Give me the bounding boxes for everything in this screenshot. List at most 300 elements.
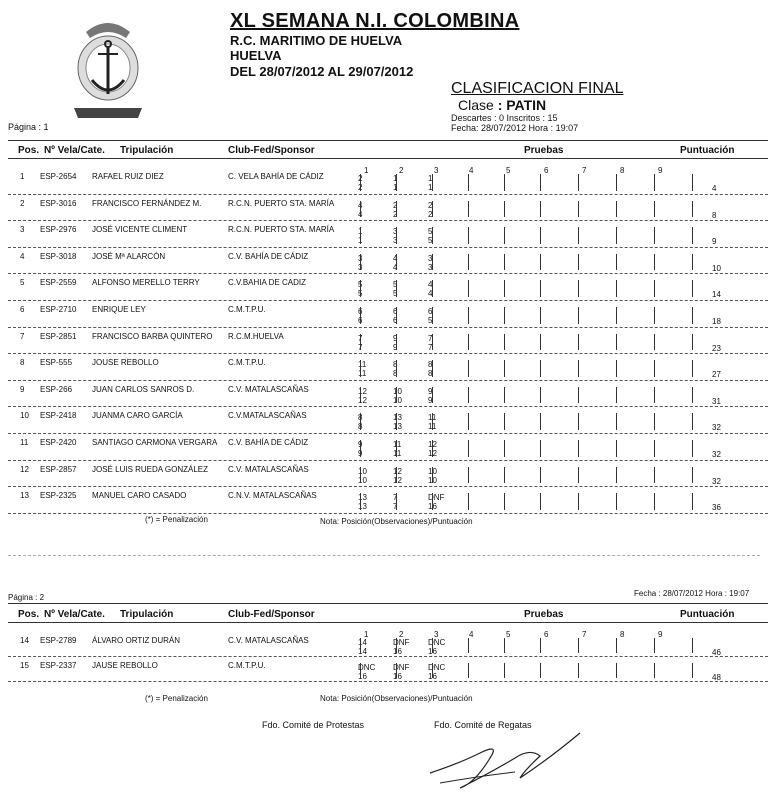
race-separator	[578, 280, 579, 297]
race-separator	[654, 307, 655, 324]
row-crew: JOUSE REBOLLO	[92, 358, 159, 368]
race-separator	[468, 280, 469, 297]
row-total: 14	[712, 290, 721, 300]
race-separator	[468, 493, 469, 510]
race-separator	[540, 413, 541, 430]
row-divider	[8, 220, 768, 221]
race-points: 2	[428, 209, 433, 219]
race-separator	[468, 254, 469, 271]
row-divider	[8, 194, 768, 195]
race-separator	[654, 493, 655, 510]
race-separator	[432, 663, 433, 678]
row-total: 46	[712, 648, 721, 657]
row-sail: ESP-2325	[40, 491, 77, 501]
race-separator	[396, 493, 397, 510]
race-separator	[692, 493, 693, 510]
race-separator	[578, 174, 579, 191]
col2-club: Club-Fed/Sponsor	[228, 609, 315, 620]
row-club: C.V. MATALASCAÑAS	[228, 384, 309, 394]
row-total: 32	[712, 423, 721, 433]
race-points: 13	[358, 502, 367, 512]
race-separator	[504, 280, 505, 297]
race-number: 5	[506, 630, 511, 639]
race-number: 8	[620, 166, 625, 175]
race-position: 8	[358, 413, 363, 423]
race-separator	[540, 638, 541, 653]
race-separator	[432, 227, 433, 244]
row-club: C.M.T.P.U.	[228, 305, 266, 314]
race-separator	[396, 440, 397, 457]
col-pruebas: Pruebas	[524, 145, 564, 156]
race-position: 12	[393, 466, 402, 476]
row-divider	[8, 247, 768, 248]
row-club: C.M.T.P.U.	[228, 661, 266, 670]
race-points: 2	[393, 209, 398, 219]
race-separator	[360, 493, 361, 510]
race-separator	[540, 387, 541, 404]
race-number: 4	[469, 166, 474, 175]
row-pos: 3	[20, 225, 25, 235]
race-separator	[540, 307, 541, 324]
race-number: 7	[582, 630, 587, 639]
club-name: R.C. MARITIMO DE HUELVA	[230, 33, 403, 48]
class-value: : PATIN	[497, 97, 547, 113]
row-pos: 7	[20, 331, 25, 341]
race-position: 2	[358, 174, 363, 183]
race-separator	[432, 201, 433, 218]
row-pos: 10	[20, 411, 29, 421]
row-club: C.M.T.P.U.	[228, 358, 266, 368]
race-position: 7	[428, 333, 433, 343]
row-club: R.C.M.HUELVA	[228, 331, 284, 341]
race-separator	[654, 174, 655, 191]
race-separator	[360, 174, 361, 191]
race-separator	[468, 413, 469, 430]
race-separator	[360, 413, 361, 430]
race-separator	[692, 307, 693, 324]
race-points: 12	[393, 475, 402, 485]
race-separator	[396, 174, 397, 191]
header-top-rule	[8, 140, 768, 141]
col2-pruebas: Pruebas	[524, 609, 564, 620]
race-separator	[692, 387, 693, 404]
race-number: 9	[658, 166, 663, 175]
row-divider	[8, 460, 768, 461]
row-sail: ESP-266	[40, 384, 73, 394]
row-total: 9	[712, 237, 717, 247]
row-crew: FRANCISCO BARBA QUINTERO	[92, 331, 213, 341]
header2-top-rule	[8, 603, 768, 604]
race-separator	[360, 307, 361, 324]
race-position: 14	[358, 638, 367, 647]
race-separator	[468, 227, 469, 244]
race-number: 4	[469, 630, 474, 639]
race-separator	[540, 334, 541, 351]
race-position: DNC	[428, 663, 446, 672]
race-separator	[504, 307, 505, 324]
race-separator	[432, 307, 433, 324]
race-number: 3	[434, 630, 439, 639]
row-pos: 8	[20, 358, 25, 368]
row-sail: ESP-2857	[40, 464, 77, 474]
race-separator	[396, 638, 397, 653]
row-total: 31	[712, 396, 721, 406]
race-separator	[692, 201, 693, 218]
race-separator	[432, 493, 433, 510]
class-label: Clase	[458, 97, 494, 113]
row-total: 23	[712, 343, 721, 353]
row-club: C. VELA BAHÍA DE CÁDIZ	[228, 172, 324, 181]
event-dates: DEL 28/07/2012 AL 29/07/2012	[230, 64, 414, 79]
row-sail: ESP-2976	[40, 225, 77, 235]
col-vela: Nº Vela/Cate.	[44, 145, 105, 156]
nota-note-2: Nota: Posición(Observaciones)/Puntuación	[320, 694, 473, 703]
race-position: 5	[428, 227, 433, 237]
race-separator	[468, 334, 469, 351]
race-separator	[540, 440, 541, 457]
race-points: 1	[393, 183, 398, 192]
date-time-page2: Fecha : 28/07/2012 Hora : 19:07	[634, 589, 750, 598]
race-points: 12	[358, 395, 367, 405]
race-separator	[432, 413, 433, 430]
page-number-1: Página : 1	[8, 122, 49, 132]
race-separator	[396, 227, 397, 244]
row-club: C.N.V. MATALASCAÑAS	[228, 491, 317, 501]
row-pos: 9	[20, 384, 25, 394]
race-points: 9	[393, 342, 398, 352]
row-pos: 4	[20, 251, 25, 261]
race-separator	[540, 663, 541, 678]
race-position: 2	[428, 200, 433, 210]
race-separator	[616, 307, 617, 324]
race-separator	[578, 307, 579, 324]
race-separator	[654, 201, 655, 218]
race-points: 3	[358, 262, 363, 272]
race-number: 6	[544, 630, 549, 639]
race-separator	[654, 467, 655, 484]
race-separator	[432, 254, 433, 271]
race-points: 8	[358, 422, 363, 432]
race-position: 3	[358, 253, 363, 263]
race-position: 4	[428, 280, 433, 290]
race-separator	[616, 413, 617, 430]
event-title: XL SEMANA N.I. COLOMBINA	[230, 10, 520, 32]
race-number: 1	[364, 166, 369, 175]
race-number: 3	[434, 166, 439, 175]
race-points: 2	[358, 183, 363, 192]
race-separator	[578, 440, 579, 457]
row-crew: SANTIAGO CARMONA VERGARA	[92, 438, 218, 447]
race-separator	[396, 413, 397, 430]
row-sail: ESP-3018	[40, 251, 77, 261]
row-crew: JOSÉ LUIS RUEDA GONZÁLEZ	[92, 464, 209, 474]
row-total: 18	[712, 317, 721, 326]
race-separator	[654, 413, 655, 430]
col-pos: Pos.	[18, 145, 40, 156]
row-total: 10	[712, 263, 721, 273]
race-separator	[468, 174, 469, 191]
race-separator	[616, 334, 617, 351]
row-pos: 6	[20, 305, 25, 314]
race-points: 4	[358, 209, 363, 219]
row-sail: ESP-555	[40, 358, 73, 368]
race-separator	[360, 360, 361, 377]
race-separator	[540, 467, 541, 484]
race-points: 5	[393, 289, 398, 299]
race-separator	[396, 280, 397, 297]
race-points: 6	[393, 316, 398, 325]
race-points: 16	[393, 647, 402, 656]
race-separator	[578, 201, 579, 218]
race-number: 2	[399, 630, 404, 639]
row-crew: JOSÉ VICENTE CLIMENT	[92, 225, 188, 235]
race-separator	[578, 254, 579, 271]
row-sail: ESP-2337	[40, 661, 77, 670]
race-separator	[504, 440, 505, 457]
race-points: 5	[428, 236, 433, 246]
race-number: 8	[620, 630, 625, 639]
col-puntuacion: Puntuación	[680, 145, 735, 156]
race-separator	[396, 360, 397, 377]
club-crest-logo	[68, 10, 148, 122]
race-points: 14	[358, 647, 367, 656]
row-pos: 14	[20, 636, 29, 645]
race-separator	[692, 360, 693, 377]
row-club: R.C.N. PUERTO STA. MARÍA	[228, 198, 335, 208]
race-number: 2	[399, 166, 404, 175]
row-sail: ESP-2710	[40, 305, 77, 314]
race-separator	[396, 663, 397, 678]
race-separator	[468, 387, 469, 404]
race-separator	[360, 201, 361, 218]
race-number: 5	[506, 166, 511, 175]
race-position: 12	[358, 386, 367, 396]
race-position: 1	[428, 174, 433, 183]
race-separator	[578, 663, 579, 678]
race-separator	[616, 360, 617, 377]
race-separator	[504, 174, 505, 191]
race-separator	[616, 280, 617, 297]
race-separator	[654, 440, 655, 457]
date-time: Fecha: 28/07/2012 Hora : 19:07	[451, 123, 579, 133]
penalty-note-2: (*) = Penalización	[145, 694, 208, 703]
race-points: 16	[393, 672, 402, 681]
row-crew: FRANCISCO FERNÁNDEZ M.	[92, 198, 202, 208]
nota-note: Nota: Posición(Observaciones)/Puntuación	[320, 517, 473, 526]
classification-title: CLASIFICACION FINAL	[451, 80, 624, 97]
race-separator	[396, 307, 397, 324]
signature-scribble	[420, 728, 600, 798]
race-separator	[504, 334, 505, 351]
race-separator	[360, 227, 361, 244]
race-separator	[396, 254, 397, 271]
race-number: 1	[364, 630, 369, 639]
race-separator	[504, 663, 505, 678]
row-crew: JUAN CARLOS SANROS D.	[92, 384, 195, 394]
race-separator	[432, 174, 433, 191]
row-total: 48	[712, 673, 721, 682]
race-points: 3	[393, 236, 398, 246]
race-separator	[396, 467, 397, 484]
race-separator	[654, 334, 655, 351]
race-points: 9	[358, 449, 363, 458]
row-crew: ÁLVARO ORTIZ DURÁN	[92, 636, 181, 645]
row-divider	[8, 300, 768, 301]
race-points: 7	[393, 502, 398, 512]
race-separator	[692, 227, 693, 244]
race-separator	[578, 334, 579, 351]
race-position: 3	[428, 253, 433, 263]
race-position: 3	[393, 227, 398, 237]
row-pos: 11	[20, 438, 29, 447]
race-position: 1	[358, 227, 363, 237]
race-separator	[616, 440, 617, 457]
race-separator	[504, 227, 505, 244]
col-club: Club-Fed/Sponsor	[228, 145, 315, 156]
race-separator	[692, 440, 693, 457]
row-sail: ESP-2559	[40, 278, 77, 288]
race-separator	[616, 227, 617, 244]
race-points: 10	[393, 395, 402, 405]
race-separator	[578, 638, 579, 653]
race-position: 8	[393, 360, 398, 370]
row-crew: JAUSE REBOLLO	[92, 661, 158, 670]
race-points: 4	[428, 289, 433, 299]
race-number: 9	[658, 630, 663, 639]
row-sail: ESP-2418	[40, 411, 77, 421]
page-divider	[8, 555, 760, 556]
race-points: 5	[358, 289, 363, 299]
race-separator	[432, 360, 433, 377]
race-separator	[468, 440, 469, 457]
col-tripulacion: Tripulación	[120, 145, 174, 156]
row-total: 32	[712, 450, 721, 459]
row-crew: ENRIQUE LEY	[92, 305, 146, 314]
race-separator	[468, 663, 469, 678]
race-separator	[432, 334, 433, 351]
race-separator	[504, 360, 505, 377]
row-club: C.V. MATALASCAÑAS	[228, 636, 309, 645]
race-points: 3	[428, 262, 433, 272]
race-position: DNF	[393, 638, 410, 647]
race-points: 6	[358, 316, 363, 325]
col2-pos: Pos.	[18, 609, 40, 620]
row-divider	[8, 513, 768, 514]
row-total: 32	[712, 476, 721, 486]
race-separator	[504, 387, 505, 404]
race-separator	[360, 254, 361, 271]
row-total: 4	[712, 184, 717, 193]
row-club: C.V. MATALASCAÑAS	[228, 464, 309, 474]
race-points: 10	[428, 475, 437, 485]
race-separator	[396, 387, 397, 404]
race-position: DNF	[393, 663, 410, 672]
race-separator	[540, 201, 541, 218]
race-separator	[654, 254, 655, 271]
race-number: 6	[544, 166, 549, 175]
race-position: DNF	[428, 493, 445, 503]
race-position: 2	[393, 200, 398, 210]
row-club: C.V. BAHÍA DE CÁDIZ	[228, 251, 309, 261]
race-separator	[360, 280, 361, 297]
race-separator	[578, 493, 579, 510]
row-divider	[8, 433, 768, 434]
race-separator	[504, 254, 505, 271]
race-points: 13	[393, 422, 402, 432]
race-separator	[504, 201, 505, 218]
race-separator	[616, 467, 617, 484]
race-position: 5	[393, 280, 398, 290]
col2-puntuacion: Puntuación	[680, 609, 735, 620]
race-separator	[578, 227, 579, 244]
page-number-2: Página : 2	[8, 593, 45, 602]
race-points: 16	[428, 647, 437, 656]
race-position: 4	[393, 253, 398, 263]
race-position: 9	[358, 440, 363, 449]
race-separator	[504, 493, 505, 510]
race-separator	[504, 467, 505, 484]
row-pos: 13	[20, 491, 29, 501]
race-position: 6	[393, 307, 398, 316]
race-position: 9	[393, 333, 398, 343]
race-points: 1	[358, 236, 363, 246]
race-separator	[468, 201, 469, 218]
race-separator	[692, 638, 693, 653]
row-pos: 1	[20, 172, 25, 181]
race-separator	[540, 493, 541, 510]
race-separator	[504, 638, 505, 653]
race-separator	[432, 280, 433, 297]
row-divider	[8, 273, 768, 274]
race-separator	[616, 201, 617, 218]
race-separator	[578, 387, 579, 404]
row-pos: 5	[20, 278, 25, 288]
race-separator	[578, 360, 579, 377]
row-club: C.V. BAHÍA DE CÁDIZ	[228, 438, 309, 447]
row-divider	[8, 681, 768, 682]
race-position: 10	[358, 466, 367, 476]
row-pos: 12	[20, 464, 29, 474]
signature-regatas-label: Fdo. Comité de Regatas	[434, 720, 532, 730]
race-separator	[540, 280, 541, 297]
row-sail: ESP-2851	[40, 331, 77, 341]
race-separator	[360, 387, 361, 404]
race-separator	[360, 334, 361, 351]
race-points: 8	[428, 369, 433, 379]
row-divider	[8, 353, 768, 354]
race-separator	[692, 467, 693, 484]
race-separator	[578, 467, 579, 484]
race-separator	[616, 638, 617, 653]
race-position: 1	[393, 174, 398, 183]
row-divider	[8, 380, 768, 381]
race-separator	[692, 334, 693, 351]
race-separator	[654, 638, 655, 653]
race-points: 7	[428, 342, 433, 352]
race-separator	[616, 493, 617, 510]
row-sail: ESP-2789	[40, 636, 77, 645]
row-crew: JOSÉ Mª ALARCÓN	[92, 251, 166, 261]
header2-bottom-rule	[8, 622, 768, 623]
race-separator	[360, 663, 361, 678]
race-position: 10	[393, 386, 402, 396]
row-crew: MANUEL CARO CASADO	[92, 491, 187, 501]
row-divider	[8, 656, 768, 657]
race-separator	[654, 280, 655, 297]
race-separator	[540, 227, 541, 244]
race-points: 11	[393, 449, 402, 458]
row-divider	[8, 486, 768, 487]
